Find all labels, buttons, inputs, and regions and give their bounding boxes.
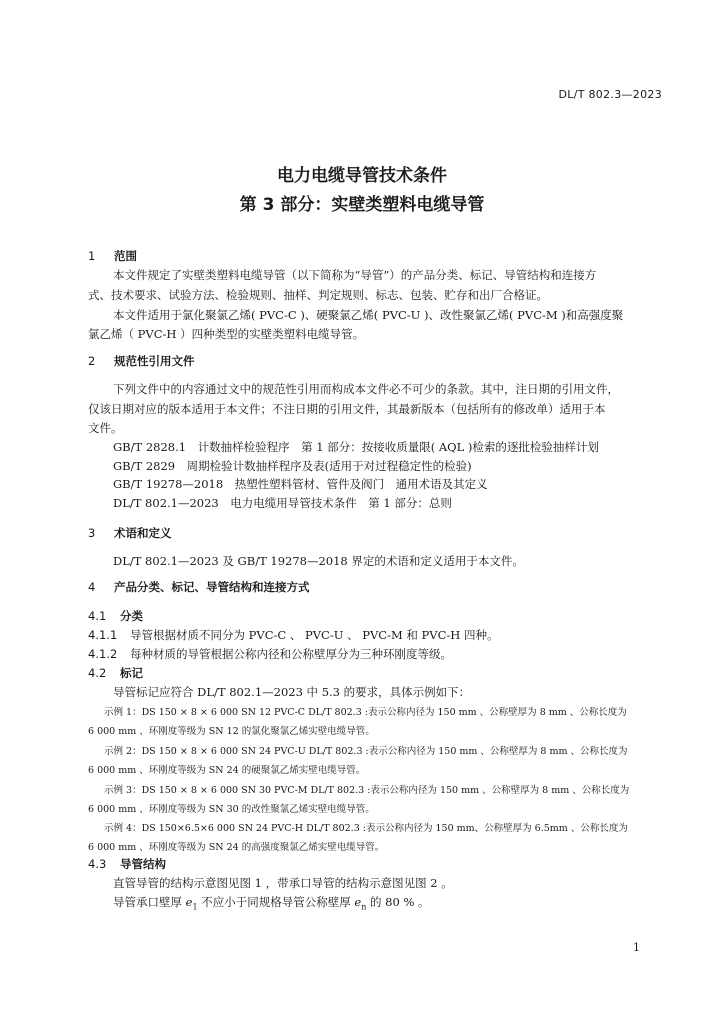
section-title: 范围 — [114, 249, 137, 263]
text-run: 导管承口壁厚 — [113, 895, 186, 909]
clause-text: 每种材质的导管根据公称内径和公称壁厚分为三种环刚度等级。 — [130, 647, 452, 661]
text-run: 的 80 % 。 — [366, 895, 430, 909]
example-line: 6 000 mm 、环刚度等级为 SN 30 的改性聚氯乙烯实壁电缆导管。 — [88, 804, 375, 815]
paragraph-line: 文件。 — [88, 421, 123, 435]
section-title: 术语和定义 — [114, 526, 172, 540]
document-code: DL/T 802.3—2023 — [558, 88, 662, 101]
section-title: 分类 — [120, 609, 143, 623]
paragraph-line: DL/T 802.1—2023 及 GB/T 19278—2018 界定的术语和定义适用于本文件。 — [113, 554, 524, 568]
paragraph-line: 本文件适用于氯化聚氯乙烯( PVC-C )、硬聚氯乙烯( PVC-U )、改性聚氯乙烯( PVC-M )和高强度聚 — [113, 308, 624, 322]
example-line: 示例 1：DS 150 × 8 × 6 000 SN 12 PVC-C DL/T 802.3 :表示公称内径为 150 mm 、公称壁厚为 8 mm 、公称长度为 — [104, 707, 627, 718]
document-subtitle: 第 3 部分：实壁类塑料电缆导管 — [239, 195, 485, 215]
example-line: 示例 2：DS 150 × 8 × 6 000 SN 24 PVC-U DL/T 802.3 :表示公称内径为 150 mm 、公称壁厚为 8 mm 、公称长度为 — [104, 746, 628, 757]
clause-4-1-2 — [88, 647, 662, 661]
example-line: 6 000 mm 、环刚度等级为 SN 24 的高强度聚氯乙烯实壁电缆导管。 — [88, 842, 385, 853]
section-1-heading — [88, 249, 662, 263]
paragraph-line: 式、技术要求、试验方法、检验规则、抽样、判定规则、标志、包装、贮存和出厂合格证。 — [88, 288, 548, 302]
subsection-4-3-heading — [88, 857, 662, 871]
paragraph-line: 仅该日期对应的版本适用于本文件；不注日期的引用文件，其最新版本（包括所有的修改单）适用于本 — [88, 402, 606, 416]
section-4-heading — [88, 580, 662, 594]
text-run: 不应小于同规格导管公称壁厚 — [197, 895, 355, 909]
subsection-4-1-heading — [88, 609, 662, 623]
reference-item: GB/T 19278—2018 热塑性塑料管材、管件及阀门 通用术语及其定义 — [113, 477, 488, 491]
section-number: 4 — [88, 580, 96, 594]
section-title: 标记 — [120, 666, 143, 680]
clause-number: 4.1.1 — [88, 628, 118, 642]
section-number: 3 — [88, 526, 96, 540]
section-title: 规范性引用文件 — [114, 354, 195, 368]
paragraph-line: 直管导管的结构示意图见图 1 ，带承口导管的结构示意图见图 2 。 — [113, 876, 453, 890]
reference-item: GB/T 2828.1 计数抽样检验程序 第 1 部分：按接收质量限( AQL )检索的逐批检验抽样计划 — [113, 440, 599, 454]
reference-item: GB/T 2829 周期检验计数抽样程序及表(适用于对过程稳定性的检验) — [113, 459, 472, 473]
subsection-4-2-heading — [88, 666, 662, 680]
example-line: 示例 3：DS 150 × 8 × 6 000 SN 30 PVC-M DL/T 802.3 :表示公称内径为 150 mm 、公称壁厚为 8 mm 、公称长度为 — [104, 785, 630, 796]
symbol-subscript: n — [361, 902, 367, 912]
page-number: 1 — [633, 941, 640, 954]
clause-4-1-1 — [88, 628, 662, 642]
reference-item: DL/T 802.1—2023 电力电缆用导管技术条件 第 1 部分：总则 — [113, 496, 452, 510]
symbol-en: e — [354, 895, 362, 909]
paragraph-line: 氯乙烯（ PVC-H ）四种类型的实壁类塑料电缆导管。 — [88, 327, 365, 341]
document-title: 电力电缆导管技术条件 — [277, 166, 447, 186]
clause-number: 4.1.2 — [88, 647, 118, 661]
paragraph-line: 导管标记应符合 DL/T 802.1—2023 中 5.3 的要求，具体示例如下： — [113, 685, 471, 699]
section-number: 4.1 — [88, 609, 107, 623]
section-title: 导管结构 — [120, 857, 166, 871]
paragraph-line: 下列文件中的内容通过文中的规范性引用而构成本文件必不可少的条款。其中，注日期的引用文件， — [113, 382, 619, 396]
section-number: 2 — [88, 354, 96, 368]
example-line: 示例 4：DS 150×6.5×6 000 SN 24 PVC-H DL/T 802.3 :表示公称内径为 150 mm、公称壁厚为 6.5mm 、公称长度为 — [104, 823, 628, 834]
section-3-heading — [88, 526, 662, 540]
example-line: 6 000 mm 、环刚度等级为 SN 12 的氯化聚氯乙烯实壁电缆导管。 — [88, 726, 375, 737]
section-number: 1 — [88, 249, 96, 263]
section-title: 产品分类、标记、导管结构和连接方式 — [114, 580, 310, 594]
symbol-subscript: 1 — [192, 902, 198, 912]
section-2-heading — [88, 354, 662, 368]
paragraph-line — [113, 895, 662, 914]
section-number: 4.2 — [88, 666, 107, 680]
clause-text: 导管根据材质不同分为 PVC-C 、 PVC-U 、 PVC-M 和 PVC-H 四种。 — [130, 628, 499, 642]
example-line: 6 000 mm 、环刚度等级为 SN 24 的硬聚氯乙烯实壁电缆导管。 — [88, 765, 366, 776]
symbol-e1: e — [185, 895, 193, 909]
section-number: 4.3 — [88, 857, 107, 871]
paragraph-line: 本文件规定了实壁类塑料电缆导管（以下简称为“导管”）的产品分类、标记、导管结构和连接方 — [113, 268, 597, 282]
